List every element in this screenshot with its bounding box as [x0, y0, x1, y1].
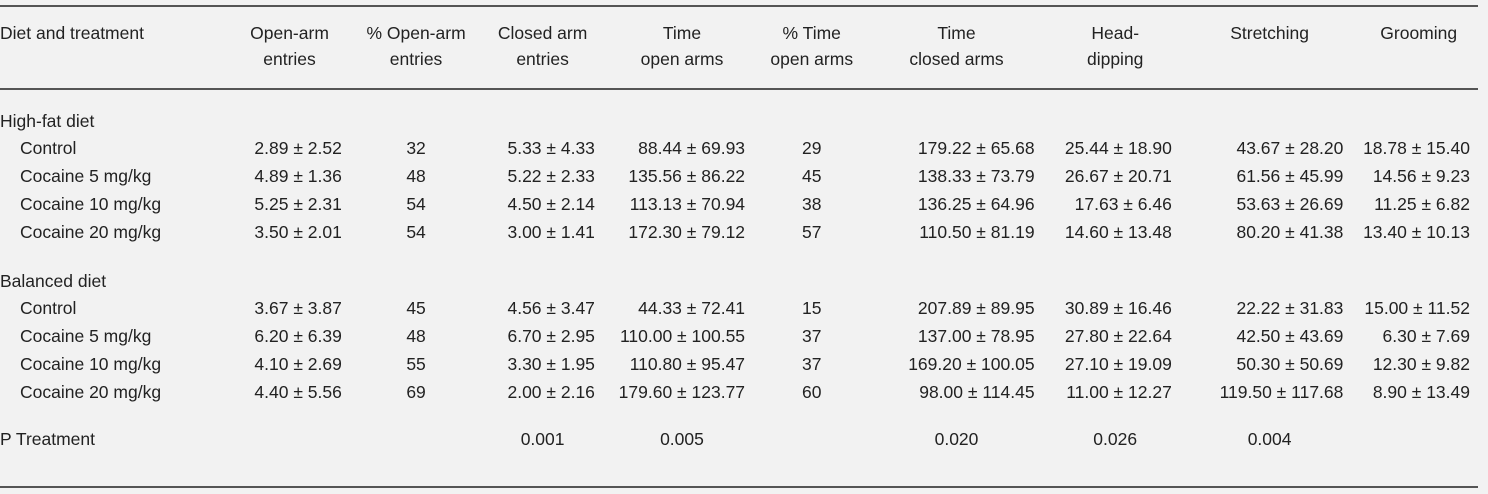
table-row: [0, 294, 1482, 322]
p-value-stretching: 0.004: [1247, 429, 1292, 449]
cell-stretching: 80.20 ± 41.38: [1236, 222, 1344, 242]
p-value-grooming: [1355, 406, 1482, 452]
section-row: [0, 246, 1482, 294]
section-label: Balanced diet: [0, 271, 107, 291]
header-time-open-arms: Time open arms: [640, 23, 724, 69]
table-row: [0, 218, 1482, 246]
cell-time-open-arms: 44.33 ± 72.41: [638, 298, 746, 318]
cell-time-closed-arms: 169.20 ± 100.05: [908, 354, 1035, 374]
cell-stretching: 53.63 ± 26.69: [1236, 194, 1344, 214]
treatment-cell: Cocaine 5 mg/kg: [20, 326, 152, 346]
cell-pct-open-arm-entries: 54: [406, 194, 426, 214]
p-value-pct-time-open-arms: [757, 406, 866, 452]
cell-pct-time-open-arms: 29: [802, 138, 822, 158]
cell-grooming: 14.56 ± 9.23: [1372, 166, 1470, 186]
cell-grooming: 13.40 ± 10.13: [1363, 222, 1470, 242]
header-pct-open-arm-entries: % Open-arm entries: [366, 23, 466, 69]
header-row: [0, 0, 1482, 86]
cell-pct-open-arm-entries: 32: [406, 138, 426, 158]
cell-grooming: 6.30 ± 7.69: [1382, 326, 1470, 346]
treatment-cell: Cocaine 10 mg/kg: [20, 354, 162, 374]
cell-open-arm-entries: 4.40 ± 5.56: [254, 382, 342, 402]
cell-grooming: 12.30 ± 9.82: [1372, 354, 1470, 374]
cell-pct-time-open-arms: 15: [802, 298, 822, 318]
cell-time-closed-arms: 137.00 ± 78.95: [917, 326, 1035, 346]
cell-closed-arm-entries: 6.70 ± 2.95: [507, 326, 595, 346]
cell-head-dipping: 30.89 ± 16.46: [1064, 298, 1172, 318]
treatment-cell: Cocaine 20 mg/kg: [20, 222, 162, 242]
cell-pct-time-open-arms: 45: [802, 166, 822, 186]
cell-open-arm-entries: 2.89 ± 2.52: [254, 138, 342, 158]
cell-time-open-arms: 172.30 ± 79.12: [628, 222, 746, 242]
cell-time-closed-arms: 136.25 ± 64.96: [917, 194, 1035, 214]
cell-closed-arm-entries: 2.00 ± 2.16: [507, 382, 595, 402]
cell-open-arm-entries: 6.20 ± 6.39: [254, 326, 342, 346]
p-treatment-label: P Treatment: [0, 429, 96, 449]
cell-head-dipping: 14.60 ± 13.48: [1064, 222, 1172, 242]
header-pct-time-open-arms: % Time open arms: [770, 23, 854, 69]
cell-stretching: 119.50 ± 117.68: [1219, 382, 1344, 402]
cell-time-closed-arms: 98.00 ± 114.45: [919, 382, 1035, 402]
cell-time-closed-arms: 138.33 ± 73.79: [917, 166, 1035, 186]
cell-pct-open-arm-entries: 55: [406, 354, 426, 374]
cell-time-open-arms: 110.80 ± 95.47: [629, 354, 746, 374]
table-row: [0, 162, 1482, 190]
cell-grooming: 11.25 ± 6.82: [1374, 194, 1470, 214]
cell-time-open-arms: 113.13 ± 70.94: [629, 194, 746, 214]
cell-time-open-arms: 135.56 ± 86.22: [628, 166, 746, 186]
p-value-open-arm-entries: [225, 406, 354, 452]
cell-open-arm-entries: 4.10 ± 2.69: [254, 354, 342, 374]
cell-time-open-arms: 110.00 ± 100.55: [619, 326, 746, 346]
cell-stretching: 22.22 ± 31.83: [1236, 298, 1344, 318]
treatment-cell: Control: [20, 298, 77, 318]
cell-pct-open-arm-entries: 54: [406, 222, 426, 242]
treatment-cell: Control: [20, 138, 77, 158]
header-head-dipping: Head- dipping: [1086, 23, 1144, 69]
cell-pct-time-open-arms: 38: [802, 194, 822, 214]
cell-pct-open-arm-entries: 48: [406, 166, 426, 186]
table-row: [0, 190, 1482, 218]
header-stretching: Stretching: [1230, 23, 1309, 43]
cell-open-arm-entries: 3.50 ± 2.01: [254, 222, 342, 242]
p-value-head-dipping: 0.026: [1093, 429, 1138, 449]
treatment-cell: Cocaine 10 mg/kg: [20, 194, 162, 214]
table-bottom-rule: [0, 486, 1478, 488]
cell-stretching: 43.67 ± 28.20: [1236, 138, 1344, 158]
cell-open-arm-entries: 5.25 ± 2.31: [254, 194, 342, 214]
cell-pct-time-open-arms: 37: [802, 326, 822, 346]
p-value-time-open-arms: 0.005: [660, 429, 704, 449]
cell-time-closed-arms: 179.22 ± 65.68: [917, 138, 1035, 158]
treatment-cell: Cocaine 20 mg/kg: [20, 382, 162, 402]
cell-head-dipping: 17.63 ± 6.46: [1074, 194, 1172, 214]
cell-stretching: 50.30 ± 50.69: [1236, 354, 1344, 374]
table-row: [0, 322, 1482, 350]
treatment-cell: Cocaine 5 mg/kg: [20, 166, 152, 186]
cell-head-dipping: 27.10 ± 19.09: [1064, 354, 1172, 374]
cell-closed-arm-entries: 3.00 ± 1.41: [507, 222, 595, 242]
cell-head-dipping: 25.44 ± 18.90: [1064, 138, 1172, 158]
cell-pct-open-arm-entries: 69: [406, 382, 426, 402]
header-diet-and-treatment: Diet and treatment: [0, 23, 144, 43]
cell-closed-arm-entries: 5.33 ± 4.33: [507, 138, 595, 158]
cell-pct-time-open-arms: 37: [802, 354, 822, 374]
p-value-pct-open-arm-entries: [354, 406, 478, 452]
header-open-arm-entries: Open-arm entries: [250, 23, 329, 69]
cell-time-closed-arms: 207.89 ± 89.95: [917, 298, 1035, 318]
cell-stretching: 42.50 ± 43.69: [1236, 326, 1344, 346]
header-grooming: Grooming: [1380, 23, 1458, 43]
p-value-time-closed-arms: 0.020: [934, 429, 979, 449]
cell-pct-open-arm-entries: 48: [406, 326, 426, 346]
cell-time-open-arms: 179.60 ± 123.77: [618, 382, 746, 402]
table-body: [0, 86, 1482, 452]
cell-open-arm-entries: 3.67 ± 3.87: [254, 298, 342, 318]
table-row: [0, 134, 1482, 162]
header-time-closed-arms: Time closed arms: [909, 23, 1004, 69]
cell-head-dipping: 11.00 ± 12.27: [1066, 382, 1172, 402]
table-row: [0, 378, 1482, 406]
table-row: [0, 350, 1482, 378]
p-treatment-row: [0, 406, 1482, 452]
cell-time-open-arms: 88.44 ± 69.93: [638, 138, 746, 158]
p-value-closed-arm-entries: 0.001: [520, 429, 565, 449]
cell-stretching: 61.56 ± 45.99: [1236, 166, 1344, 186]
section-label: High-fat diet: [0, 111, 95, 131]
cell-pct-time-open-arms: 60: [802, 382, 822, 402]
section-row: [0, 86, 1482, 134]
cell-closed-arm-entries: 5.22 ± 2.33: [507, 166, 595, 186]
header-closed-arm-entries: Closed arm entries: [497, 23, 588, 69]
cell-grooming: 8.90 ± 13.49: [1372, 382, 1470, 402]
cell-head-dipping: 26.67 ± 20.71: [1064, 166, 1172, 186]
cell-pct-time-open-arms: 57: [802, 222, 822, 242]
cell-closed-arm-entries: 4.56 ± 3.47: [507, 298, 595, 318]
cell-closed-arm-entries: 3.30 ± 1.95: [507, 354, 595, 374]
cell-grooming: 18.78 ± 15.40: [1363, 138, 1470, 158]
cell-grooming: 15.00 ± 11.52: [1364, 298, 1470, 318]
cell-time-closed-arms: 110.50 ± 81.19: [919, 222, 1035, 242]
cell-closed-arm-entries: 4.50 ± 2.14: [507, 194, 595, 214]
cell-head-dipping: 27.80 ± 22.64: [1064, 326, 1172, 346]
cell-open-arm-entries: 4.89 ± 1.36: [254, 166, 342, 186]
cell-pct-open-arm-entries: 45: [406, 298, 426, 318]
